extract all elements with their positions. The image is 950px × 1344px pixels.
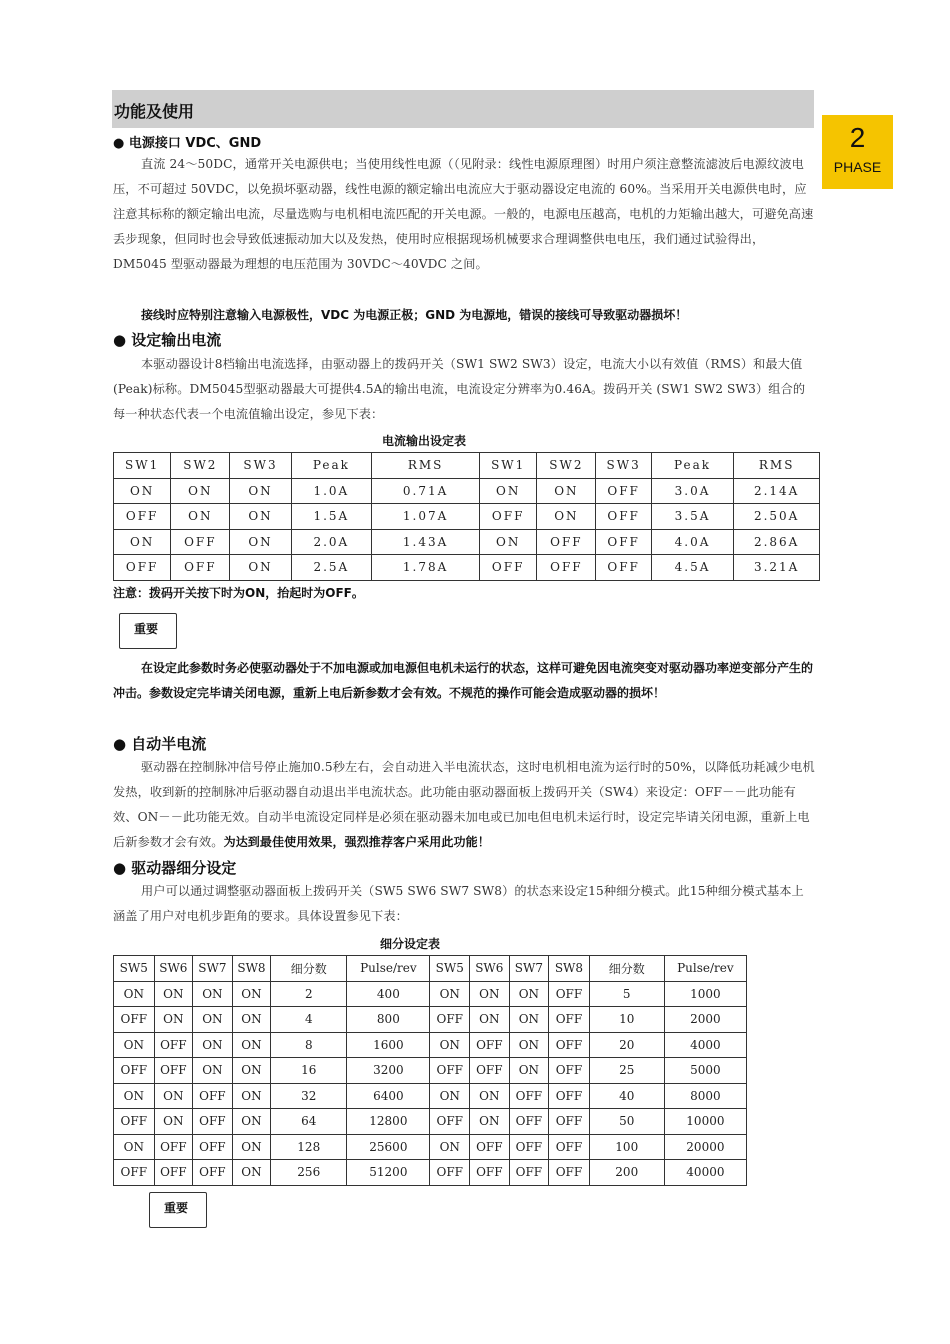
table-cell: 12800	[347, 1109, 430, 1135]
table-cell: ON	[509, 1058, 549, 1084]
table-header-cell: SW7	[509, 956, 549, 982]
table-cell: 1000	[664, 981, 746, 1007]
table-cell: 50	[589, 1109, 664, 1135]
table-cell: OFF	[171, 529, 230, 555]
table-cell: OFF	[470, 1032, 510, 1058]
table-cell: 32	[271, 1083, 347, 1109]
output-current-paragraph: 本驱动器设计8档输出电流选择，由驱动器上的拨码开关（SW1 SW2 SW3）设定，电流大小以有效值（RMS）和最大值(Peak)标称。DM5045型驱动器最大可提供4.5A的输出电流，电流设定分辨率为0.46A。拨码开关 (SW1 SW2 SW3）组合的每一种状态代表一个电流值输出设定，参见下表：	[113, 357, 806, 421]
table-header-cell: 细分数	[271, 956, 347, 982]
table-cell: ON	[232, 1109, 271, 1135]
table-header-cell: SW5	[114, 956, 155, 982]
table-cell: OFF	[596, 529, 651, 555]
table-cell: OFF	[193, 1109, 233, 1135]
table-row	[114, 1032, 747, 1058]
table-cell: 40000	[664, 1160, 746, 1186]
table-header-cell: SW7	[193, 956, 233, 982]
table-cell: OFF	[171, 555, 230, 581]
table-cell: 4.5A	[651, 555, 734, 581]
table-row	[114, 981, 747, 1007]
table-cell: ON	[232, 1134, 271, 1160]
table-cell: OFF	[193, 1160, 233, 1186]
phase-badge	[822, 115, 893, 189]
table-cell: OFF	[430, 1109, 470, 1135]
table-header-cell: SW8	[549, 956, 590, 982]
table-cell: OFF	[470, 1058, 510, 1084]
table-cell: 200	[589, 1160, 664, 1186]
table-cell: ON	[114, 529, 171, 555]
table-cell: 0.71A	[372, 478, 480, 504]
table-cell: OFF	[114, 1007, 155, 1033]
table-header-cell: SW2	[537, 453, 596, 479]
table-cell: 20000	[664, 1134, 746, 1160]
table-cell: ON	[193, 1058, 233, 1084]
table-cell: ON	[114, 1134, 155, 1160]
table-cell: 20	[589, 1032, 664, 1058]
table-cell: OFF	[114, 504, 171, 530]
table-cell: 800	[347, 1007, 430, 1033]
table-cell: 1.43A	[372, 529, 480, 555]
table-cell: OFF	[430, 1160, 470, 1186]
table-cell: ON	[230, 478, 291, 504]
table-cell: OFF	[549, 981, 590, 1007]
table-row	[114, 555, 820, 581]
table-cell: 10	[589, 1007, 664, 1033]
table-header-row	[114, 956, 747, 982]
table-cell: 51200	[347, 1160, 430, 1186]
table-cell: OFF	[114, 1058, 155, 1084]
table-header-row	[114, 453, 820, 479]
table-cell: OFF	[470, 1134, 510, 1160]
table-cell: ON	[171, 504, 230, 530]
half-current-heading: ● 自动半电流	[113, 735, 207, 753]
table-cell: ON	[480, 478, 537, 504]
half-current-recommendation: 为达到最佳使用效果，强烈推荐客户采用此功能！	[223, 835, 490, 849]
microstep-heading: ● 驱动器细分设定	[113, 859, 237, 877]
table-cell: OFF	[549, 1058, 590, 1084]
current-setting-table	[113, 452, 820, 581]
table-cell: OFF	[154, 1160, 193, 1186]
power-interface-heading: ● 电源接口 VDC、GND	[113, 136, 262, 151]
table-cell: OFF	[154, 1058, 193, 1084]
table-cell: 1.0A	[291, 478, 372, 504]
power-polarity-warning: 接线时应特别注意输入电源极性，VDC 为电源正极；GND 为电源地，错误的接线可导致驱动器损坏！	[141, 308, 688, 322]
table-cell: 3.0A	[651, 478, 734, 504]
table-cell: OFF	[509, 1134, 549, 1160]
table-header-cell: Pulse/rev	[347, 956, 430, 982]
table-cell: OFF	[154, 1134, 193, 1160]
table-cell: OFF	[114, 555, 171, 581]
table-cell: 100	[589, 1134, 664, 1160]
table-cell: 2.5A	[291, 555, 372, 581]
section-header	[112, 90, 814, 128]
table-cell: OFF	[154, 1032, 193, 1058]
table-cell: ON	[171, 478, 230, 504]
table-cell: OFF	[537, 555, 596, 581]
table-cell: 4.0A	[651, 529, 734, 555]
table-header-cell: SW3	[230, 453, 291, 479]
table-cell: OFF	[549, 1032, 590, 1058]
table-cell: OFF	[430, 1007, 470, 1033]
table-header-cell: RMS	[734, 453, 820, 479]
table-cell: ON	[154, 1007, 193, 1033]
table-row	[114, 1160, 747, 1186]
table-cell: ON	[232, 1007, 271, 1033]
table-cell: ON	[537, 478, 596, 504]
table-cell: 3.21A	[734, 555, 820, 581]
table-cell: ON	[509, 1032, 549, 1058]
table-cell: ON	[480, 529, 537, 555]
table-cell: 3200	[347, 1058, 430, 1084]
table-cell: 400	[347, 981, 430, 1007]
table-cell: 1.5A	[291, 504, 372, 530]
table-cell: ON	[114, 1083, 155, 1109]
table-header-cell: Peak	[291, 453, 372, 479]
table-cell: 2.0A	[291, 529, 372, 555]
table-row	[114, 504, 820, 530]
table-cell: ON	[430, 1134, 470, 1160]
table-cell: ON	[509, 1007, 549, 1033]
microstep-paragraph: 用户可以通过调整驱动器面板上拨码开关（SW5 SW6 SW7 SW8）的状态来设定15种细分模式。此15种细分模式基本上涵盖了用户对电机步距角的要求。具体设置参见下表：	[113, 884, 804, 923]
table-cell: ON	[430, 1032, 470, 1058]
table-cell: ON	[114, 1032, 155, 1058]
table-cell: ON	[193, 1007, 233, 1033]
phase-number: 2	[849, 122, 866, 153]
table-cell: OFF	[430, 1058, 470, 1084]
table-cell: 1600	[347, 1032, 430, 1058]
table-cell: ON	[154, 1109, 193, 1135]
table-header-cell: SW8	[232, 956, 271, 982]
table-cell: OFF	[509, 1109, 549, 1135]
table-row	[114, 529, 820, 555]
table-row	[114, 1109, 747, 1135]
table-cell: OFF	[537, 529, 596, 555]
table-cell: 2.50A	[734, 504, 820, 530]
table-header-cell: SW1	[480, 453, 537, 479]
table-cell: 4	[271, 1007, 347, 1033]
table-cell: 2.86A	[734, 529, 820, 555]
table-header-cell: Pulse/rev	[664, 956, 746, 982]
table-header-cell: Peak	[651, 453, 734, 479]
phase-label: PHASE	[833, 159, 882, 175]
microstep-table-title: 细分设定表	[380, 937, 441, 951]
table-cell: 8000	[664, 1083, 746, 1109]
table-cell: OFF	[549, 1160, 590, 1186]
table-header-cell: SW1	[114, 453, 171, 479]
table-cell: OFF	[509, 1160, 549, 1186]
table-cell: OFF	[596, 504, 651, 530]
table-cell: 64	[271, 1109, 347, 1135]
table-cell: 128	[271, 1134, 347, 1160]
table-cell: OFF	[509, 1083, 549, 1109]
table-cell: 2	[271, 981, 347, 1007]
table-cell: ON	[470, 1007, 510, 1033]
table-cell: ON	[232, 981, 271, 1007]
table-cell: OFF	[193, 1134, 233, 1160]
table-cell: OFF	[549, 1134, 590, 1160]
switch-note: 注意：拨码开关按下时为ON，抬起时为OFF。	[113, 586, 364, 600]
table-cell: OFF	[549, 1007, 590, 1033]
table-cell: OFF	[470, 1160, 510, 1186]
table-cell: ON	[193, 981, 233, 1007]
table-cell: 8	[271, 1032, 347, 1058]
table-cell: ON	[470, 981, 510, 1007]
table-cell: ON	[230, 529, 291, 555]
table-cell: ON	[230, 555, 291, 581]
important-label-1: 重要	[115, 611, 177, 651]
table-row	[114, 478, 820, 504]
table-cell: 25600	[347, 1134, 430, 1160]
table-cell: ON	[470, 1083, 510, 1109]
table-cell: 3.5A	[651, 504, 734, 530]
table-cell: ON	[114, 478, 171, 504]
table-cell: 40	[589, 1083, 664, 1109]
table-cell: ON	[470, 1109, 510, 1135]
table-cell: 6400	[347, 1083, 430, 1109]
table-cell: ON	[430, 981, 470, 1007]
table-cell: ON	[232, 1058, 271, 1084]
table-header-cell: SW6	[470, 956, 510, 982]
output-current-heading: ● 设定输出电流	[113, 331, 222, 349]
table-cell: ON	[232, 1083, 271, 1109]
table-cell: 16	[271, 1058, 347, 1084]
current-table-title: 电流输出设定表	[382, 434, 467, 448]
table-cell: 10000	[664, 1109, 746, 1135]
table-row	[114, 1058, 747, 1084]
table-row	[114, 1134, 747, 1160]
table-cell: 2.14A	[734, 478, 820, 504]
table-cell: ON	[509, 981, 549, 1007]
important-notice: 在设定此参数时务必使驱动器处于不加电源或加电源但电机未运行的状态，这样可避免因电流突变对驱动器功率逆变部分产生的冲击。参数设定完毕请关闭电源，重新上电后新参数才会有效。不规范的操作可能会造成驱动器的损坏！	[113, 661, 814, 700]
table-cell: 1.78A	[372, 555, 480, 581]
table-cell: ON	[232, 1160, 271, 1186]
table-cell: OFF	[596, 478, 651, 504]
table-cell: ON	[193, 1032, 233, 1058]
table-cell: 1.07A	[372, 504, 480, 530]
table-header-cell: SW3	[596, 453, 651, 479]
table-cell: 25	[589, 1058, 664, 1084]
table-cell: ON	[154, 981, 193, 1007]
power-interface-paragraph: 直流 24～50DC，通常开关电源供电；当使用线性电源（（见附录：线性电源原理图）时用户须注意整流滤波后电源纹波电压，不可超过 50VDC，以免损坏驱动器，线性电源的额定输出电流应大于驱动器设定电流的 60%。当采用开关电源供电时，应注意其标称的额定输出电流，尽量选购与电机相电流匹配的开关电源。一般的，电源电压越高，电机的力矩输出越大，可避免高速丢步现象，但同时也会导致低速振动加大以及发热，使用时应根据现场机械要求合理调整供电电压，我们通过试验得出，DM5045 型驱动器最为理想的电压范围为 30VDC～40VDC 之间。	[113, 157, 814, 271]
half-current-paragraph: 驱动器在控制脉冲信号停止施加0.5秒左右，会自动进入半电流状态，这时电机相电流为运行时的50%，以降低功耗减少电机发热，收到新的控制脉冲后驱动器自动退出半电流状态。此功能由驱动器面板上拨码开关（SW4）来设定：OFF－－此功能有效、ON－－此功能无效。自动半电流设定同样是必须在驱动器未加电或已加电但电机未运行时，设定完毕请关闭电源，重新上电后新参数才会有效。为达到最佳使用效果，强烈推荐客户采用此功能！	[113, 760, 815, 849]
table-cell: OFF	[549, 1083, 590, 1109]
table-cell: ON	[154, 1083, 193, 1109]
table-cell: 5000	[664, 1058, 746, 1084]
table-header-cell: SW5	[430, 956, 470, 982]
table-cell: OFF	[480, 555, 537, 581]
table-cell: ON	[537, 504, 596, 530]
table-cell: ON	[114, 981, 155, 1007]
table-header-cell: RMS	[372, 453, 480, 479]
section-title: 功能及使用	[114, 102, 195, 121]
table-cell: ON	[430, 1083, 470, 1109]
table-cell: 256	[271, 1160, 347, 1186]
table-cell: OFF	[114, 1160, 155, 1186]
table-cell: 5	[589, 981, 664, 1007]
table-cell: ON	[230, 504, 291, 530]
table-header-cell: SW2	[171, 453, 230, 479]
table-header-cell: 细分数	[589, 956, 664, 982]
table-header-cell: SW6	[154, 956, 193, 982]
table-cell: OFF	[193, 1083, 233, 1109]
table-cell: OFF	[596, 555, 651, 581]
table-cell: ON	[232, 1032, 271, 1058]
table-row	[114, 1083, 747, 1109]
table-cell: OFF	[114, 1109, 155, 1135]
table-cell: 4000	[664, 1032, 746, 1058]
table-cell: 2000	[664, 1007, 746, 1033]
important-label-2: 重要	[145, 1190, 207, 1230]
table-row	[114, 1007, 747, 1033]
table-cell: OFF	[549, 1109, 590, 1135]
microstep-setting-table	[113, 955, 747, 1186]
table-cell: OFF	[480, 504, 537, 530]
